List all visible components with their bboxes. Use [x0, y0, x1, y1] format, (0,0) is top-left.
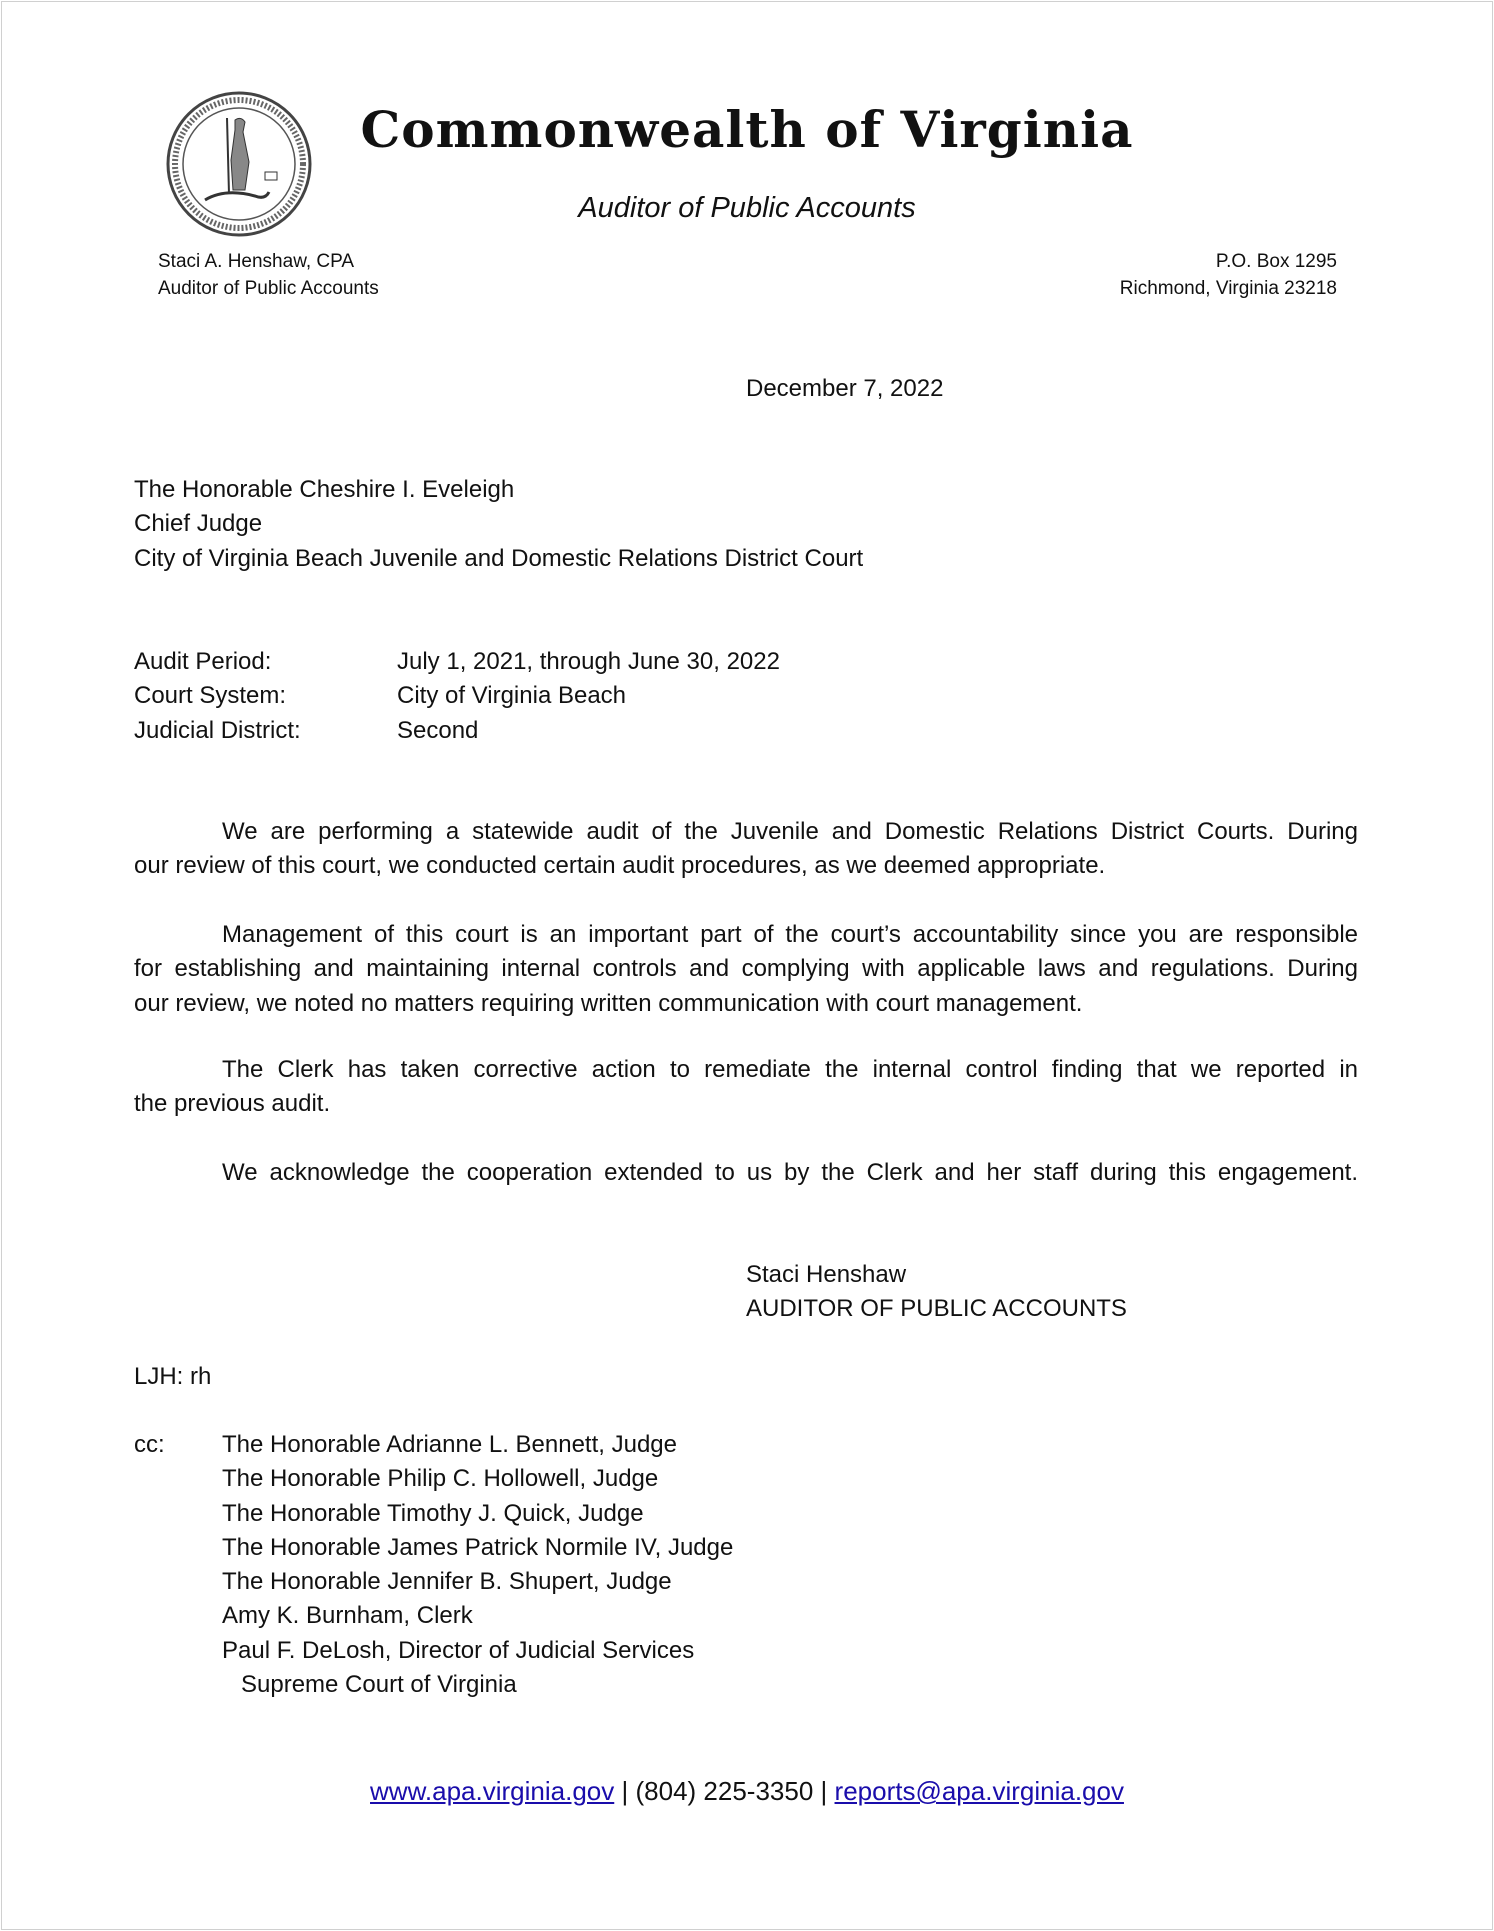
audit-info	[134, 645, 780, 748]
website-link[interactable]: www.apa.virginia.gov	[370, 1776, 615, 1806]
audit-row	[134, 645, 780, 679]
addressee-court: City of Virginia Beach Juvenile and Domestic Relations District Court	[134, 544, 864, 572]
cc-row	[134, 1428, 733, 1462]
paragraph-line: the previous audit.	[134, 1090, 331, 1118]
paragraph-line: Management of this court is an important part of the court’s accountability since you are responsible	[222, 921, 1358, 948]
letter-date: December 7, 2022	[746, 375, 944, 402]
email-link[interactable]: reports@apa.virginia.gov	[834, 1776, 1124, 1806]
initials: LJH: rh	[134, 1363, 212, 1390]
paragraph-2	[134, 918, 1358, 1021]
separator: |	[820, 1776, 828, 1806]
phone: (804) 225-3350	[635, 1776, 814, 1806]
po-box: P.O. Box 1295	[1215, 251, 1337, 272]
addressee-name: The Honorable Cheshire I. Eveleigh	[134, 476, 515, 503]
audit-label: Audit Period:	[134, 648, 272, 675]
cc-recipient: Paul F. DeLosh, Director of Judicial Services	[222, 1636, 695, 1664]
separator: |	[621, 1776, 629, 1806]
paragraph-4	[134, 1156, 1358, 1190]
cc-row	[134, 1599, 733, 1633]
cc-row	[134, 1668, 733, 1702]
letterhead-title: Commonwealth of Virginia	[360, 100, 1134, 159]
cc-recipient: Amy K. Burnham, Clerk	[222, 1602, 473, 1630]
signature-block	[746, 1258, 1127, 1327]
signer-title: AUDITOR OF PUBLIC ACCOUNTS	[746, 1295, 1127, 1323]
cc-row	[134, 1531, 733, 1565]
paragraph-line: The Clerk has taken corrective action to remediate the internal control finding that we reported in	[222, 1056, 1358, 1083]
audit-value: City of Virginia Beach	[397, 682, 627, 710]
cc-row	[134, 1634, 733, 1668]
paragraph-line: We are performing a statewide audit of the Juvenile and Domestic Relations District Courts. During	[222, 818, 1358, 845]
paragraph-1	[134, 815, 1358, 884]
sender-name: Staci A. Henshaw, CPA	[158, 251, 355, 272]
cc-recipient: The Honorable James Patrick Normile IV, Judge	[222, 1533, 734, 1561]
audit-row	[134, 714, 780, 748]
paragraph-line: our review of this court, we conducted certain audit procedures, as we deemed appropriate.	[134, 852, 1106, 880]
cc-recipient: The Honorable Jennifer B. Shupert, Judge	[222, 1568, 672, 1596]
cc-block	[134, 1428, 733, 1702]
signer-name: Staci Henshaw	[746, 1261, 907, 1288]
sender-title: Auditor of Public Accounts	[158, 278, 379, 299]
cc-row	[134, 1462, 733, 1496]
addressee-block	[134, 473, 863, 576]
footer	[0, 1776, 1494, 1807]
addressee-title: Chief Judge	[134, 510, 263, 538]
audit-value: Second	[397, 716, 479, 744]
cc-recipient: The Honorable Timothy J. Quick, Judge	[222, 1499, 644, 1527]
cc-recipient-org: Supreme Court of Virginia	[241, 1671, 517, 1699]
paragraph-line: We acknowledge the cooperation extended to us by the Clerk and her staff during this engagement.	[222, 1159, 1358, 1186]
city-state-zip: Richmond, Virginia 23218	[1119, 278, 1337, 299]
paragraph-line: our review, we noted no matters requiring written communication with court management.	[134, 989, 1083, 1017]
cc-row	[134, 1497, 733, 1531]
audit-row	[134, 679, 780, 713]
audit-label: Judicial District:	[134, 716, 301, 744]
paragraph-3	[134, 1053, 1358, 1122]
cc-label: cc:	[134, 1431, 165, 1458]
sender-address	[1120, 248, 1337, 302]
audit-value: July 1, 2021, through June 30, 2022	[397, 648, 780, 675]
paragraph-line: for establishing and maintaining internal controls and complying with applicable laws and regulations. During	[134, 955, 1358, 983]
cc-recipient: The Honorable Adrianne L. Bennett, Judge	[222, 1431, 677, 1458]
cc-recipient: The Honorable Philip C. Hollowell, Judge	[222, 1465, 659, 1493]
sender-block	[158, 248, 379, 302]
letterhead-subtitle: Auditor of Public Accounts	[578, 192, 916, 224]
audit-label: Court System:	[134, 682, 287, 710]
cc-row	[134, 1565, 733, 1599]
